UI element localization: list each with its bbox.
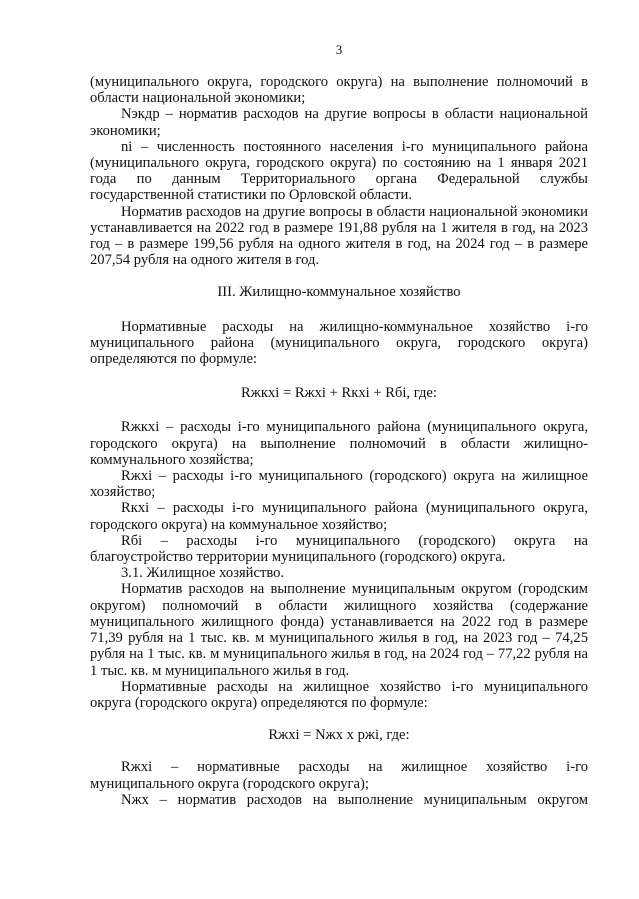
page-number: 3 (335, 42, 343, 57)
definition-rzhkhi: Rжкхi – расходы i-го муниципального района (муниципального округа, городского округа) на выполнение полномочий в области жилищно-коммунального хозяйства; (90, 419, 588, 468)
formula-housing-total: Rжкхi = Rжхi + Rкхi + Rбi, где: (241, 385, 437, 402)
definition-rzhhi-norm: Rжхi – нормативные расходы на жилищное хозяйство i-го муниципального округа (городского округа); (90, 759, 588, 792)
definition-rzhhi: Rжхi – расходы i-го муниципального (городского) округа на жилищное хозяйство; (90, 468, 588, 501)
paragraph-housing-intro: Нормативные расходы на жилищно-коммунальное хозяйство i-го муниципального района (муниципального округа, городского округа) определяются по формуле: (90, 318, 588, 368)
document-page (90, 42, 588, 808)
definition-rkhi: Rкхi – расходы i-го муниципального района (муниципального округа, городского округа) на коммунальное хозяйство; (90, 500, 588, 533)
paragraph-continuation: (муниципального округа, городского округа) на выполнение полномочий в области национальной экономики; (90, 74, 588, 107)
paragraph-ni-definition: ni – численность постоянного населения i-го муниципального района (муниципального округа, городского округа) по состоянию на 1 января 2021 года по данным Территориального органа Федеральной службы государственной статистики по Орловской области. (90, 138, 588, 204)
formula-housing: Rжхi = Nжх х ржi, где: (268, 727, 410, 744)
paragraph-housing-norm: Норматив расходов на выполнение муниципальным округом (городским округом) полномочий в области жилищного хозяйства (содержание муниципального жилищного фонда) устанавливается на 2022 год в размере 71,39 рубля на 1 тыс. кв. м муниципального жилья в год, на 2023 год – 74,25 рубля на 1 тыс. кв. м муниципального жилья в год, на 2024 год – 77,22 рубля на 1 тыс. кв. м муниципального жилья в год. (90, 581, 588, 679)
paragraph-housing-formula-intro: Нормативные расходы на жилищное хозяйство i-го муниципального округа (городского округа) определяются по формуле: (90, 678, 588, 711)
subsection-housing: 3.1. Жилищное хозяйство. (121, 565, 285, 582)
definition-rbi: Rбi – расходы i-го муниципального (городского) округа на благоустройство территории муниципального (городского) округа. (90, 532, 588, 566)
paragraph-economy-norm: Норматив расходов на другие вопросы в области национальной экономики устанавливается на 2022 год в размере 191,88 рубля на 1 жителя в год, на 2023 год – в размере 199,56 рубля на одного жителя в год, на 2024 год – в размере 207,54 рубля на одного жителя в год. (90, 203, 588, 269)
paragraph-nekdr-definition: Nэкдр – норматив расходов на другие вопросы в области национальной экономики; (90, 106, 588, 139)
section-heading: III. Жилищно-коммунальное хозяйство (217, 284, 461, 301)
definition-nzhh: Nжх – норматив расходов на выполнение муниципальным округом (121, 791, 588, 808)
